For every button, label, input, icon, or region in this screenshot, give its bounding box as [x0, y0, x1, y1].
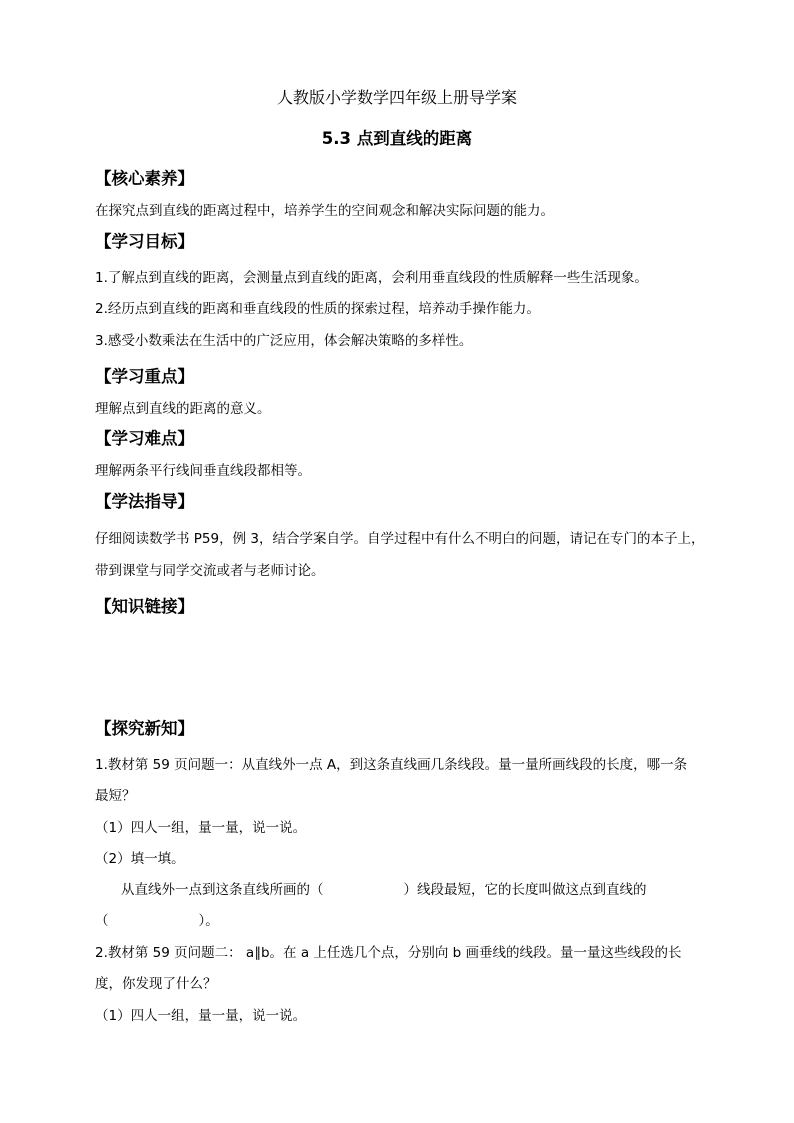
section-heading-link: 【知识链接】 — [95, 597, 194, 616]
question-1-line-1: 1.教材第 59 页问题一：从直线外一点 A，到这条直线画几条线段。量一量所画线段的长度，哪一条 — [95, 757, 688, 773]
fill-blank-line-2 — [95, 915, 219, 929]
key-text: 理解点到直线的距离的意义。 — [95, 401, 271, 417]
method-line-2: 带到课堂与同学交流或者与老师讨论。 — [95, 563, 325, 579]
method-line-1: 仔细阅读数学书 P59，例 3，结合学案自学。自学过程中有什么不明白的问题，请记在专门的本子上， — [95, 531, 705, 547]
question-1-line-2: 最短？ — [95, 788, 136, 804]
goal-item-3: 3.感受小数乘法在生活中的广泛应用，体会解决策略的多样性。 — [95, 333, 473, 349]
question-2-line-1: 2.教材第 59 页问题二： a∥b。在 a 上任选几个点，分别向 b 画垂线的线段。量一量这些线段的长 — [95, 945, 682, 961]
section-heading-core: 【核心素养】 — [95, 169, 194, 188]
lesson-title: 5.3 点到直线的距离 — [321, 129, 473, 148]
section-heading-difficulty: 【学习难点】 — [95, 429, 194, 448]
section-heading-explore: 【探究新知】 — [95, 719, 194, 738]
question-1-sub-2: （2）填一填。 — [95, 851, 185, 867]
goal-item-1: 1.了解点到直线的距离，会测量点到直线的距离，会利用垂直线段的性质解释一些生活现象。 — [95, 270, 648, 286]
section-heading-key: 【学习重点】 — [95, 367, 194, 386]
question-2-line-2: 度，你发现了什么？ — [95, 976, 217, 992]
section-heading-method: 【学法指导】 — [95, 492, 194, 511]
fill-text-2: ）线段最短，它的长度叫做这点到直线的 — [403, 882, 647, 898]
fill-text-1: 从直线外一点到这条直线所画的（ — [121, 882, 324, 898]
core-text: 在探究点到直线的距离过程中，培养学生的空间观念和解决实际问题的能力。 — [95, 203, 554, 219]
goal-item-2: 2.经历点到直线的距离和垂直线段的性质的探索过程，培养动手操作能力。 — [95, 301, 540, 317]
question-1-sub-1: （1）四人一组，量一量，说一说。 — [95, 820, 307, 836]
fill-text-4: ）。 — [198, 913, 219, 929]
fill-text-3: （ — [95, 913, 109, 929]
section-heading-goals: 【学习目标】 — [95, 232, 194, 251]
difficulty-text: 理解两条平行线间垂直线段都相等。 — [95, 463, 311, 479]
document-title: 人教版小学数学四年级上册导学案 — [276, 88, 517, 107]
question-2-sub-1: （1）四人一组，量一量，说一说。 — [95, 1008, 307, 1024]
fill-blank-line-1 — [121, 884, 647, 898]
